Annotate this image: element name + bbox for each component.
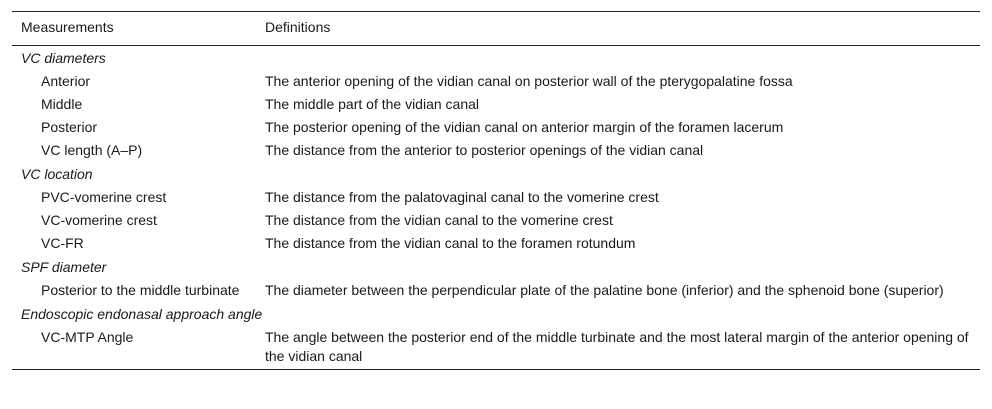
definition-cell: The distance from the vidian canal to the vomerine crest [265, 212, 613, 228]
header-definitions: Definitions [256, 12, 980, 46]
measurement-cell: VC length (A–P) [41, 142, 143, 158]
group-title: Endoscopic endonasal approach angle [21, 306, 263, 322]
definitions-table-container [12, 11, 980, 370]
measurement-cell: Posterior [41, 119, 98, 135]
measurement-cell: Middle [41, 96, 83, 112]
group-row-vc-diameters [12, 46, 980, 71]
definition-cell: The angle between the posterior end of the middle turbinate and the most lateral margin of the anterior opening of the vidian canal [256, 326, 980, 370]
group-title: VC location [21, 166, 93, 182]
table-header-row [12, 12, 980, 46]
group-title: SPF diameter [21, 259, 107, 275]
definition-cell: The middle part of the vidian canal [265, 96, 480, 112]
measurement-cell: VC-vomerine crest [41, 212, 157, 228]
group-row-endoscopic-approach-angle [12, 302, 980, 326]
table-row [12, 70, 980, 93]
table-row [12, 116, 980, 139]
measurement-cell: PVC-vomerine crest [41, 189, 167, 205]
definitions-table [12, 11, 980, 370]
table-row [12, 186, 980, 209]
definition-cell: The distance from the vidian canal to the foramen rotundum [265, 235, 636, 251]
definition-cell: The posterior opening of the vidian canal on anterior margin of the foramen lacerum [265, 119, 784, 135]
measurement-text: Posterior to the middle turbinate [41, 282, 240, 298]
measurement-cell [12, 279, 256, 302]
definition-cell: The diameter between the perpendicular plate of the palatine bone (inferior) and the sphenoid bone (superior) [265, 282, 944, 298]
table-row [12, 232, 980, 255]
definition-cell: The anterior opening of the vidian canal on posterior wall of the pterygopalatine fossa [265, 73, 793, 89]
table-row [12, 93, 980, 116]
definition-cell: The distance from the anterior to posterior openings of the vidian canal [265, 142, 704, 158]
definition-cell: The distance from the palatovaginal canal to the vomerine crest [265, 189, 659, 205]
header-measurements: Measurements [12, 12, 256, 46]
table-row [12, 279, 980, 302]
group-row-spf-diameter [12, 255, 980, 279]
measurement-cell: VC-MTP Angle [12, 326, 256, 370]
table-row [12, 139, 980, 162]
table-row [12, 209, 980, 232]
measurement-cell: VC-FR [41, 235, 84, 251]
group-title: VC diameters [21, 50, 106, 66]
group-row-vc-location [12, 162, 980, 186]
measurement-cell: Anterior [41, 73, 91, 89]
table-row [12, 326, 980, 370]
